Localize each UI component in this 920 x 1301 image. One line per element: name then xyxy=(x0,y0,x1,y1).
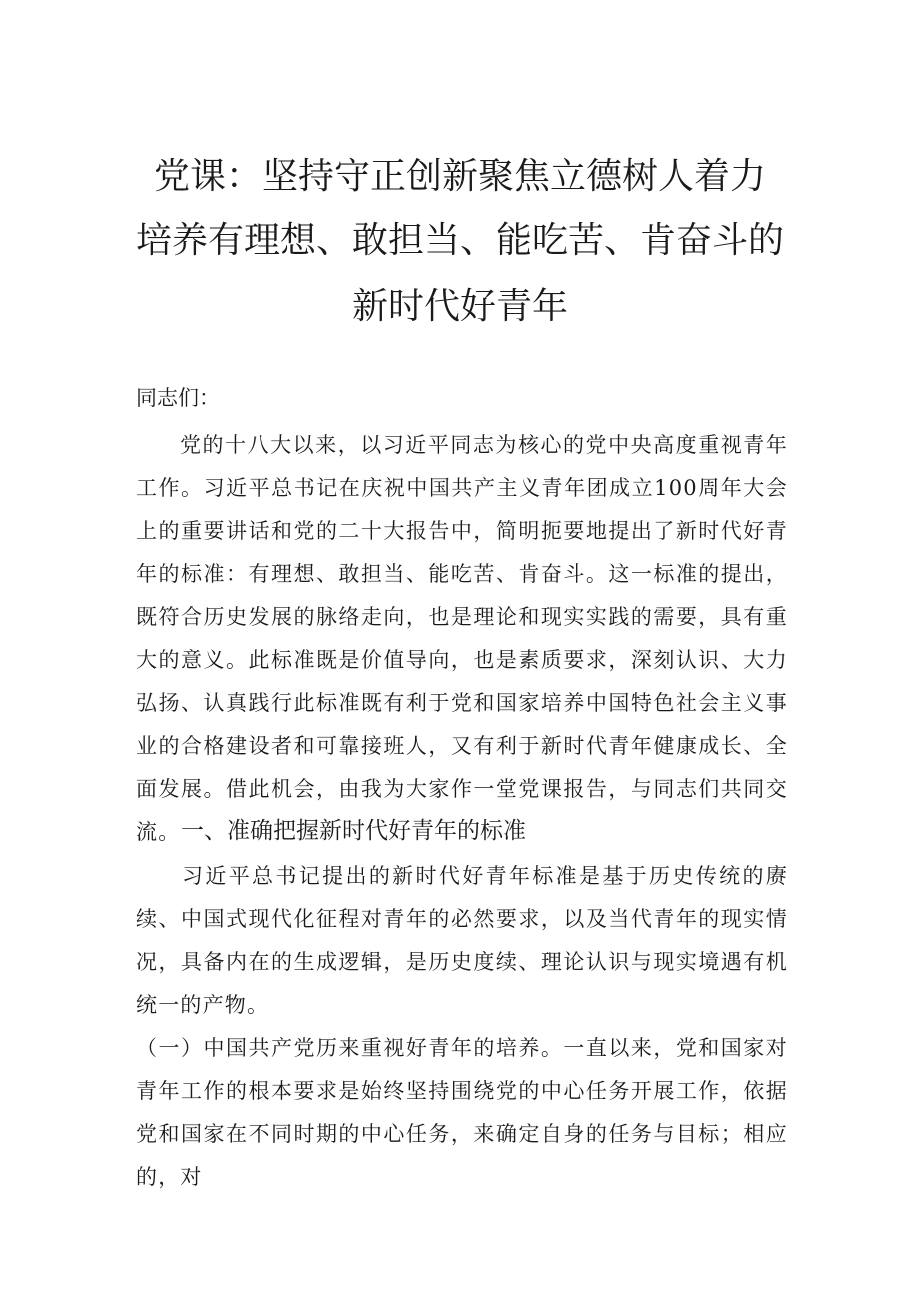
paragraph-section-1-intro: 习近平总书记提出的新时代好青年标准是基于历史传统的赓续、中国式现代化征程对青年的必然要求，以及当代青年的现实情况，具备内在的生成逻辑，是历史度续、理论认识与现实境遇有机统一的产物。 xyxy=(136,864,788,1017)
document-title-line-1: 党课：坚持守正创新聚焦立德树人着力 xyxy=(153,156,766,197)
paragraph-intro: 党的十八大以来，以习近平同志为核心的党中央高度重视青年工作。习近平总书记在庆祝中国共产主义青年团成立100周年大会上的重要讲话和党的二十大报告中，简明扼要地提出了新时代好青年的标准：有理想、敢担当、能吃苦、肯奋斗。这一标准的提出，既符合历史发展的脉络走向，也是理论和现实实践的需要，具有重大的意义。此标准既是价值导向，也是素质要求，深刻认识、大力弘扬、认真践行此标准既有利于党和国家培养中国特色社会主义事业的合格建设者和可靠接班人，又有利于新时代青年健康成长、全面发展。借此机会，由我为大家作一堂党课报告，与同志们共同交流。 xyxy=(136,433,788,844)
section-heading-1: 一、准确把握新时代好青年的标准 xyxy=(181,818,526,844)
document-title-line-3: 新时代好青年 xyxy=(351,286,568,327)
document-title-line-2: 培养有理想、敢担当、能吃苦、肯奋斗的 xyxy=(135,220,784,261)
salutation: 同志们： xyxy=(136,386,220,410)
paragraph-subsection-1: （一）中国共产党历来重视好青年的培养。一直以来，党和国家对青年工作的根本要求是始终坚持围绕党的中心任务开展工作，依据党和国家在不同时期的中心任务，来确定自身的任务与目标；相应的，对 xyxy=(136,1036,788,1189)
